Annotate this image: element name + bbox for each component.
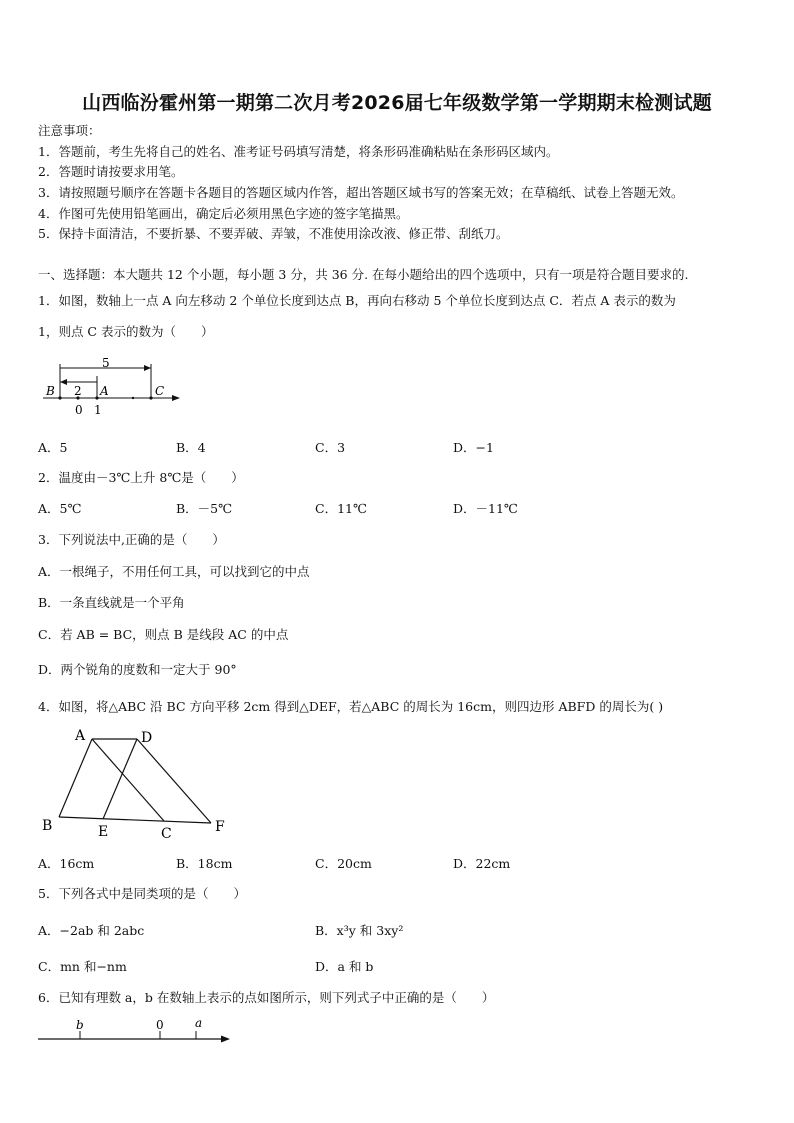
- q1-fig-point-c: C: [155, 384, 165, 398]
- q4-translation-figure: [38, 724, 238, 846]
- q1-option-b: B．4: [176, 440, 206, 455]
- q2-option-c: C．11℃: [315, 501, 367, 516]
- notes-heading: 注意事项：: [38, 123, 101, 138]
- q3-option-a: A．一根绳子，不用任何工具，可以找到它的中点: [38, 564, 310, 579]
- q1-option-a: A．5: [38, 440, 68, 455]
- q4-option-a: A．16cm: [38, 856, 95, 871]
- q6-fig-label-b: b: [76, 1018, 84, 1032]
- note-item-3: 3．请按照题号顺序在答题卡各题目的答题区域内作答，超出答题区域书写的答案无效；在草稿纸、试卷上答题无效。: [38, 185, 684, 200]
- note-item-2: 2．答题时请按要求用笔。: [38, 164, 184, 179]
- note-item-4: 4．作图可先使用铅笔画出，确定后必须用黑色字迹的签字笔描黑。: [38, 206, 409, 221]
- q4-fig-label-a: A: [75, 728, 86, 744]
- note-item-5: 5．保持卡面清洁，不要折暴、不要弄破、弄皱，不准使用涂改液、修正带、刮纸刀。: [38, 226, 509, 241]
- q3-option-d: D．两个锐角的度数和一定大于 90°: [38, 662, 237, 677]
- q1-option-c: C．3: [315, 440, 346, 455]
- q1-number-line-figure: [38, 352, 188, 418]
- q6-number-line-figure: [36, 1014, 236, 1048]
- q6-fig-label-0: 0: [156, 1018, 164, 1032]
- q4-option-b: B．18cm: [176, 856, 233, 871]
- q1-fig-tick-0: 0: [75, 403, 83, 417]
- q5-option-c: C．mn 和−nm: [38, 959, 127, 974]
- q1-fig-point-a: A: [100, 384, 109, 398]
- q2-option-b: B．－5℃: [176, 501, 233, 516]
- q5-option-b: B．x³y 和 3xy²: [315, 923, 404, 938]
- q1-fig-label-2: 2: [74, 384, 82, 398]
- page-title: 山西临汾霍州第一期第二次月考2026届七年级数学第一学期期末检测试题: [82, 92, 712, 114]
- q3-option-c: C．若 AB = BC，则点 B 是线段 AC 的中点: [38, 627, 289, 642]
- q1-stem-line2: 1，则点 C 表示的数为（ ）: [38, 324, 214, 339]
- section-heading: 一、选择题：本大题共 12 个小题，每小题 3 分，共 36 分. 在每小题给出的四个选项中，只有一项是符合题目要求的.: [38, 267, 689, 282]
- q1-fig-point-b: B: [46, 384, 55, 398]
- q6-fig-label-a: a: [195, 1016, 203, 1030]
- q6-stem: 6．已知有理数 a，b 在数轴上表示的点如图所示，则下列式子中正确的是（ ）: [38, 990, 495, 1005]
- q4-fig-label-b: B: [42, 818, 53, 834]
- q2-option-d: D．－11℃: [453, 501, 518, 516]
- q1-fig-tick-1: 1: [94, 403, 102, 417]
- q4-option-d: D．22cm: [453, 856, 511, 871]
- q4-fig-label-c: C: [161, 826, 172, 842]
- q5-option-a: A．−2ab 和 2abc: [38, 923, 145, 938]
- q5-option-d: D．a 和 b: [315, 959, 374, 974]
- q1-option-d: D．−1: [453, 440, 494, 455]
- q4-fig-label-d: D: [141, 730, 153, 746]
- q2-stem: 2．温度由－3℃上升 8℃是（ ）: [38, 470, 244, 485]
- q5-stem: 5．下列各式中是同类项的是（ ）: [38, 886, 246, 901]
- q3-stem: 3．下列说法中,正确的是（ ）: [38, 532, 225, 547]
- q4-fig-label-f: F: [215, 819, 225, 835]
- note-item-1: 1．答题前，考生先将自己的姓名、准考证号码填写清楚，将条形码准确粘贴在条形码区域内。: [38, 144, 559, 159]
- q4-stem: 4．如图，将△ABC 沿 BC 方向平移 2cm 得到△DEF，若△ABC 的周长为 16cm，则四边形 ABFD 的周长为( ): [38, 699, 664, 714]
- q1-fig-label-5: 5: [102, 356, 110, 370]
- q1-stem-line1: 1．如图，数轴上一点 A 向左移动 2 个单位长度到达点 B，再向右移动 5 个单位长度到达点 C．若点 A 表示的数为: [38, 293, 676, 308]
- q4-option-c: C．20cm: [315, 856, 372, 871]
- q4-fig-label-e: E: [98, 824, 109, 840]
- q3-option-b: B．一条直线就是一个平角: [38, 595, 185, 610]
- q2-option-a: A．5℃: [38, 501, 82, 516]
